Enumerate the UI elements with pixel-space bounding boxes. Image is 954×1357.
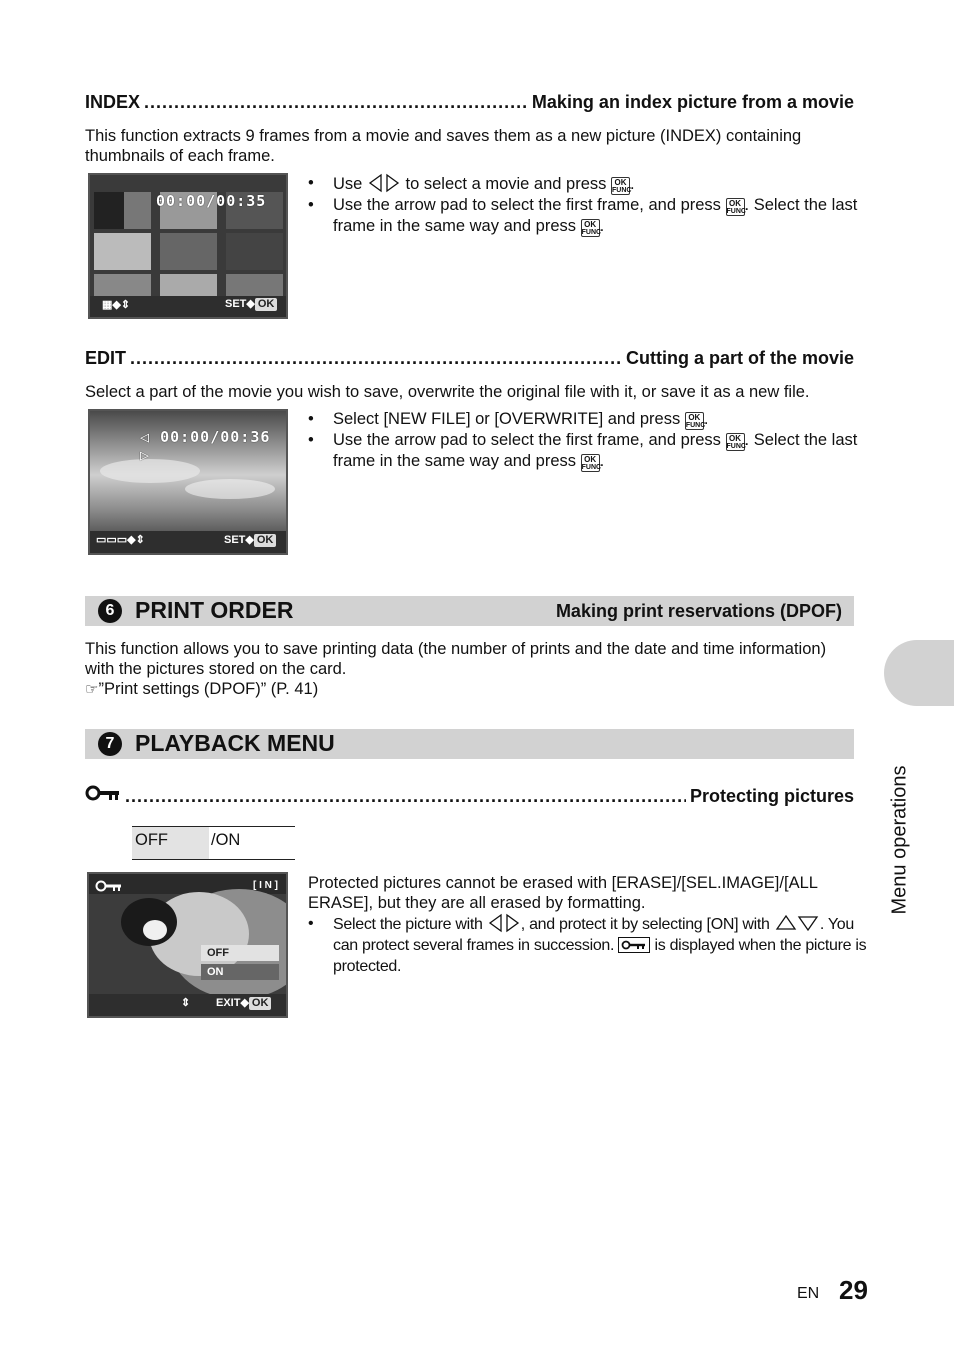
up-down-icon: ⇕ — [181, 997, 191, 1009]
ok-func-icon: OK FUNC — [581, 455, 602, 471]
playback-menu-bar — [85, 729, 854, 759]
edit-screen-set: SET◆ OK — [224, 533, 276, 547]
list-item: • Use the arrow pad to select the first frame, and press OK FUNC. Select the last frame in the same way and press OK FUNC. — [308, 430, 868, 472]
memory-indicator: [ I N ] — [253, 880, 278, 891]
protect-heading — [85, 784, 854, 807]
protect-screen — [87, 872, 288, 1018]
edit-timecode: ◁ 00:00/00:36 ▷ — [140, 428, 271, 464]
section-tab — [884, 640, 954, 706]
page-number: 29 — [839, 1275, 868, 1305]
ok-func-icon: OK FUNC — [611, 178, 632, 194]
index-screen-set: SET◆ OK — [225, 297, 277, 311]
ok-func-icon: OK FUNC — [726, 199, 746, 215]
ok-func-icon: OK FUNC — [726, 434, 746, 450]
menu-option-off: OFF — [201, 945, 279, 961]
edit-screen-nav-icon: ▭▭▭◆⇕ — [96, 534, 145, 546]
option-off: OFF — [132, 827, 209, 859]
index-label: INDEX — [85, 92, 141, 112]
key-box-icon — [618, 937, 650, 953]
edit-label: EDIT — [85, 348, 127, 368]
index-title: Making an index picture from a movie — [531, 92, 854, 112]
index-bullets — [308, 173, 868, 237]
edit-title: Cutting a part of the movie — [625, 348, 854, 368]
protect-description: Protected pictures cannot be erased with [ERASE]/[SEL.IMAGE]/[ALL ERASE], but they are all erased by formatting. — [308, 874, 818, 912]
side-label: Menu operations — [888, 765, 911, 915]
index-screen — [88, 173, 288, 319]
print-order-reference: ☞”Print settings (DPOF)” (P. 41) — [85, 680, 319, 698]
index-description: This function extracts 9 frames from a movie and saves them as a new picture (INDEX) containing thumbnails of each frame. — [85, 127, 802, 165]
print-order-subtitle: Making print reservations (DPOF) — [555, 601, 842, 621]
leader-dots — [144, 92, 528, 113]
edit-bullets — [308, 409, 868, 472]
print-order-description: This function allows you to save printing data (the number of prints and the date and time information) with the pictures stored on the card. — [85, 640, 827, 678]
key-icon — [95, 879, 123, 893]
playback-menu-title: PLAYBACK MENU — [135, 730, 335, 756]
index-heading — [85, 92, 854, 113]
left-right-arrow-icon — [367, 173, 401, 193]
print-order-title: PRINT ORDER — [135, 597, 294, 623]
language-label: EN — [797, 1285, 820, 1302]
key-icon — [85, 784, 121, 802]
leader-dots — [130, 348, 622, 369]
leader-dots — [125, 786, 686, 807]
protect-bullets — [308, 913, 868, 977]
section-number: 6 — [98, 599, 122, 623]
ok-func-icon: OK FUNC — [685, 413, 706, 429]
edit-heading — [85, 348, 854, 369]
option-on: /ON — [211, 831, 241, 849]
edit-screen — [88, 409, 288, 555]
protect-title: Protecting pictures — [689, 786, 854, 806]
left-right-arrow-icon — [487, 913, 521, 933]
index-screen-nav-icon: ▦◆⇕ — [102, 299, 131, 311]
ok-func-icon: OK FUNC — [581, 220, 602, 236]
list-item: • Select the picture with , and protect it by selecting [ON] with . You can protect several frames in succession. is displayed when the picture is protected. — [308, 913, 868, 977]
list-item: • Use the arrow pad to select the first frame, and press OK FUNC. Select the last frame in the same way and press OK FUNC. — [308, 195, 868, 237]
menu-option-on: ON — [201, 964, 279, 980]
up-down-arrow-icon — [774, 913, 820, 933]
section-number: 7 — [98, 732, 122, 756]
list-item: • Select [NEW FILE] or [OVERWRITE] and press OK FUNC. — [308, 409, 868, 430]
index-timecode: 00:00/00:35 — [156, 192, 267, 210]
protect-screen-exit: EXIT◆ OK — [216, 996, 271, 1010]
edit-description: Select a part of the movie you wish to save, overwrite the original file with it, or save it as a new file. — [85, 383, 810, 401]
print-order-bar — [85, 596, 854, 626]
reference-hand-icon: ☞ — [85, 681, 99, 698]
protect-options-table — [132, 826, 295, 860]
list-item: • Use to select a movie and press OK FUNC. — [308, 173, 868, 195]
